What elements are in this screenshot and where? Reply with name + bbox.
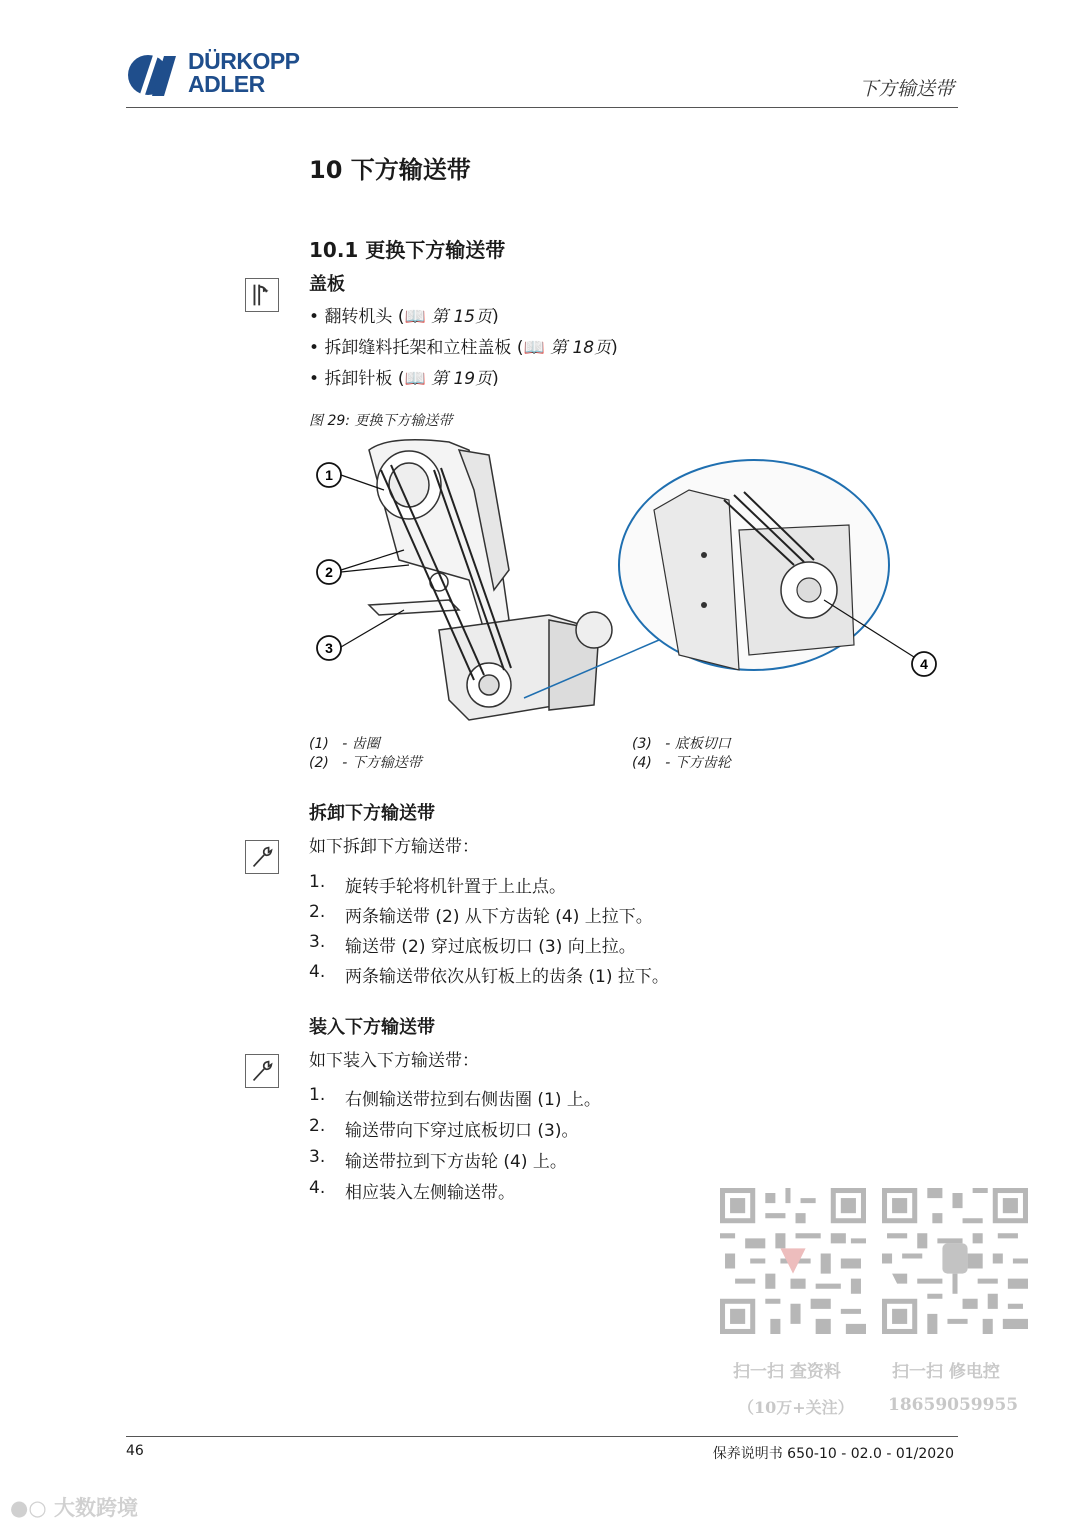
prep-item-2: • 拆卸缝料托架和立柱盖板 (📖 第 18页) bbox=[309, 338, 618, 358]
prep-item-1: • 翻转机头 (📖 第 15页) bbox=[309, 307, 499, 327]
step-number: 2. bbox=[309, 1116, 326, 1136]
logo-line-1: DÜRKOPP bbox=[188, 48, 300, 74]
qr-left-caption: 扫一扫 查资料 bbox=[733, 1362, 841, 1382]
callout-label-3: 3 bbox=[325, 640, 333, 656]
step-text: 输送带向下穿过底板切口 (3)。 bbox=[345, 1121, 579, 1141]
callout-4 bbox=[912, 652, 936, 676]
legend-item-1: (1) - 齿圈 bbox=[309, 736, 380, 752]
document-id: 保养说明书 650-10 - 02.0 - 01/2020 bbox=[712, 1446, 954, 1462]
step-number: 3. bbox=[309, 932, 326, 952]
section-title: 10.1 更换下方输送带 bbox=[309, 238, 506, 262]
prep-heading: 盖板 bbox=[309, 274, 345, 295]
callout-1 bbox=[317, 463, 341, 487]
qr-left-subcaption: （10万+关注） bbox=[738, 1398, 854, 1417]
page-ref[interactable]: 第 18页 bbox=[550, 338, 612, 358]
book-icon: 📖 bbox=[523, 338, 545, 358]
detail-zoom-view bbox=[619, 460, 889, 670]
step-text: 右侧输送带拉到右侧齿圈 (1) 上。 bbox=[345, 1090, 601, 1110]
watermark-text: 大数跨境 bbox=[53, 1496, 138, 1520]
prep-item-3: • 拆卸针板 (📖 第 19页) bbox=[309, 369, 499, 389]
wrench-icon bbox=[245, 1054, 279, 1088]
page-ref[interactable]: 第 19页 bbox=[431, 369, 493, 389]
step-number: 1. bbox=[309, 1085, 326, 1105]
book-icon: 📖 bbox=[404, 307, 426, 327]
footer-divider bbox=[126, 1436, 958, 1437]
qr-code-left[interactable] bbox=[720, 1188, 866, 1334]
figure-caption: 图 29: 更换下方输送带 bbox=[309, 413, 453, 429]
install-intro: 如下装入下方输送带： bbox=[309, 1051, 479, 1071]
watermark-logo-icon: ●○ bbox=[10, 1496, 47, 1520]
qr-code-right[interactable] bbox=[882, 1188, 1028, 1334]
step-number: 2. bbox=[309, 902, 326, 922]
step-text: 两条输送带依次从钉板上的齿条 (1) 拉下。 bbox=[345, 967, 669, 987]
page-number: 46 bbox=[126, 1443, 144, 1459]
qr-right-caption: 扫一扫 修电控 bbox=[892, 1362, 1000, 1382]
remove-heading: 拆卸下方输送带 bbox=[309, 803, 435, 824]
logo-wordmark bbox=[188, 50, 300, 96]
header-title: 下方输送带 bbox=[858, 78, 954, 100]
logo-line-2: ADLER bbox=[188, 71, 265, 97]
step-number: 4. bbox=[309, 962, 326, 982]
book-icon: 📖 bbox=[404, 369, 426, 389]
step-text: 相应装入左侧输送带。 bbox=[345, 1183, 515, 1203]
step-text: 旋转手轮将机针置于上止点。 bbox=[345, 877, 566, 897]
callout-label-2: 2 bbox=[325, 564, 333, 580]
callout-label-4: 4 bbox=[920, 656, 928, 672]
step-text: 两条输送带 (2) 从下方齿轮 (4) 上拉下。 bbox=[345, 907, 653, 927]
step-number: 3. bbox=[309, 1147, 326, 1167]
legend-item-3: (3) - 底板切口 bbox=[632, 736, 731, 752]
cover-removal-icon bbox=[245, 278, 279, 312]
step-text: 输送带 (2) 穿过底板切口 (3) 向上拉。 bbox=[345, 937, 636, 957]
qr-right-phone: 18659059955 bbox=[888, 1395, 1019, 1415]
remove-intro: 如下拆卸下方输送带： bbox=[309, 837, 479, 857]
belt-assembly-illustration bbox=[309, 430, 959, 730]
chapter-title: 10 下方输送带 bbox=[309, 156, 471, 184]
watermark bbox=[10, 1492, 138, 1522]
legend-item-4: (4) - 下方齿轮 bbox=[632, 755, 731, 771]
callout-3 bbox=[317, 636, 341, 660]
step-number: 4. bbox=[309, 1178, 326, 1198]
install-heading: 装入下方输送带 bbox=[309, 1017, 435, 1038]
wrench-icon bbox=[245, 840, 279, 874]
callout-label-1: 1 bbox=[325, 467, 333, 483]
callout-2 bbox=[317, 560, 341, 584]
step-number: 1. bbox=[309, 872, 326, 892]
header-divider bbox=[126, 107, 958, 108]
durkopp-adler-logo-mark bbox=[126, 52, 184, 98]
step-text: 输送带拉到下方齿轮 (4) 上。 bbox=[345, 1152, 567, 1172]
page-ref[interactable]: 第 15页 bbox=[431, 307, 493, 327]
machine-body-drawing bbox=[369, 440, 612, 720]
legend-item-2: (2) - 下方输送带 bbox=[309, 755, 422, 771]
